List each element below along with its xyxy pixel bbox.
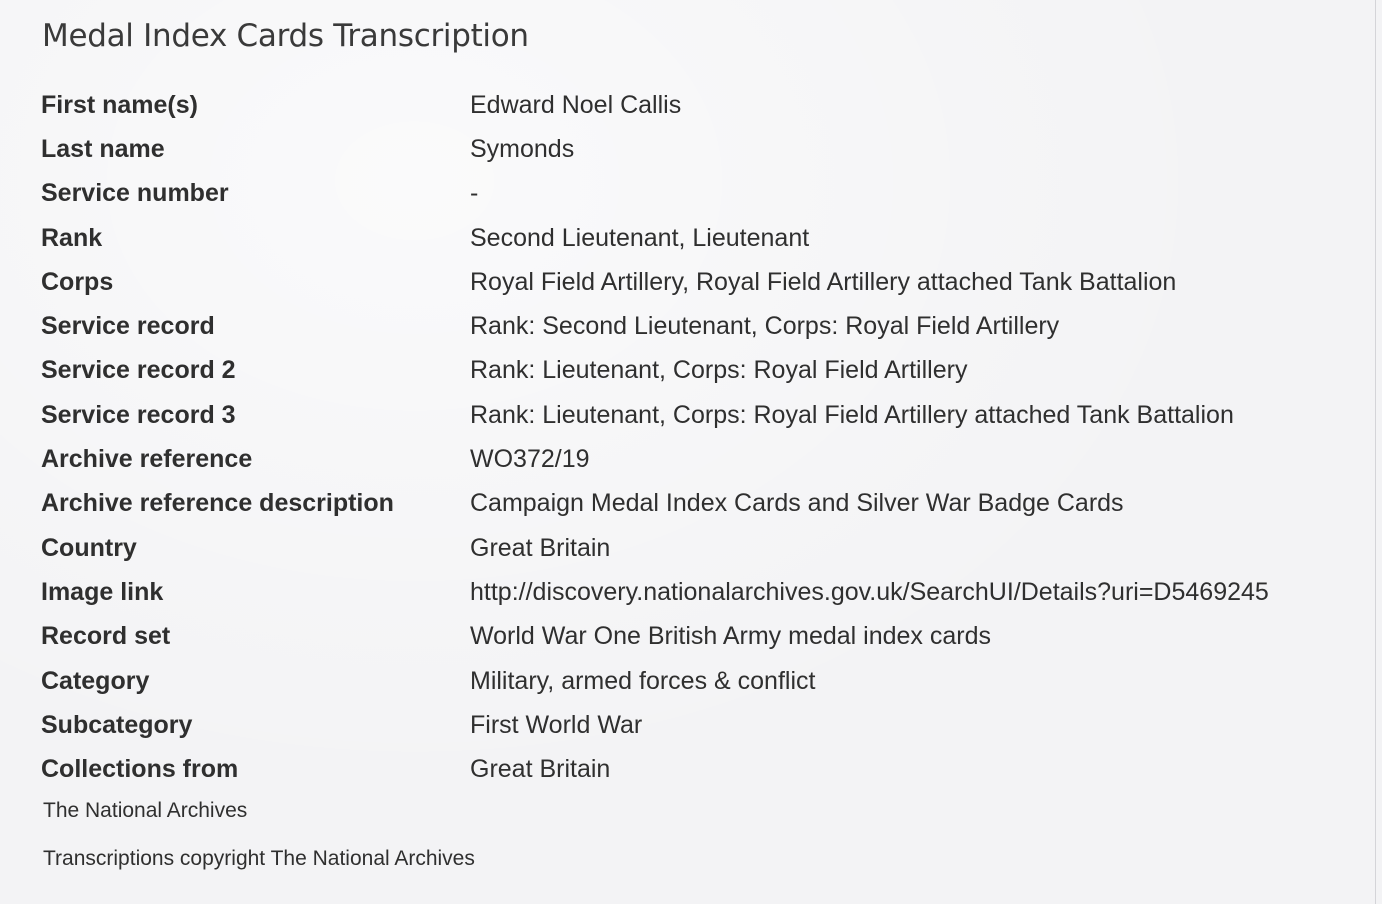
field-value: First World War [470, 710, 643, 739]
field-value: Rank: Second Lieutenant, Corps: Royal Field Artillery [470, 312, 1060, 341]
transcription-fields [41, 83, 1361, 792]
field-label: Country [41, 533, 137, 562]
field-label: Last name [41, 134, 165, 163]
field-value: Rank: Lieutenant, Corps: Royal Field Artillery [470, 356, 968, 385]
field-value: - [470, 179, 479, 208]
scan-edge-divider [1375, 0, 1376, 904]
field-value: Military, armed forces & conflict [470, 666, 816, 695]
field-value: WO372/19 [470, 445, 590, 474]
page-title: Medal Index Cards Transcription [42, 18, 529, 54]
field-row-corps [41, 260, 1361, 304]
field-row-archive-reference-description [41, 482, 1361, 526]
field-label: Image link [41, 577, 164, 606]
field-row-image-link [41, 570, 1361, 614]
field-value: Royal Field Artillery, Royal Field Artillery attached Tank Battalion [470, 267, 1177, 296]
field-row-archive-reference [41, 437, 1361, 481]
field-label: Service record [41, 312, 215, 341]
field-row-rank [41, 216, 1361, 260]
field-row-record-set [41, 615, 1361, 659]
field-value: Great Britain [470, 755, 611, 784]
field-row-subcategory [41, 703, 1361, 747]
field-value: Second Lieutenant, Lieutenant [470, 223, 810, 252]
field-value: Great Britain [470, 533, 611, 562]
field-label: Subcategory [41, 710, 193, 739]
footer-source: The National Archives [43, 799, 248, 822]
field-row-service-record [41, 304, 1361, 348]
field-row-last-name [41, 127, 1361, 171]
field-label: Archive reference description [41, 489, 394, 518]
field-row-first-names [41, 83, 1361, 127]
field-label: Service number [41, 179, 229, 208]
field-row-country [41, 526, 1361, 570]
field-label: Record set [41, 622, 171, 651]
field-row-service-record-2 [41, 349, 1361, 393]
field-label: Corps [41, 267, 114, 296]
field-row-service-number [41, 172, 1361, 216]
field-label: Service record 2 [41, 356, 236, 385]
field-label: Collections from [41, 755, 239, 784]
field-row-category [41, 659, 1361, 703]
field-value: Campaign Medal Index Cards and Silver War Badge Cards [470, 489, 1124, 518]
footer-copyright: Transcriptions copyright The National Archives [43, 847, 475, 870]
field-label: Category [41, 666, 150, 695]
field-value: World War One British Army medal index cards [470, 622, 991, 651]
field-value: Edward Noel Callis [470, 90, 682, 119]
field-label: Rank [41, 223, 103, 252]
field-label: Service record 3 [41, 400, 236, 429]
image-link-text: http://discovery.nationalarchives.gov.uk/SearchUI/Details?uri=D5469245 [470, 577, 1269, 606]
field-label: First name(s) [41, 90, 198, 119]
field-value: Rank: Lieutenant, Corps: Royal Field Artillery attached Tank Battalion [470, 400, 1234, 429]
field-value: Symonds [470, 134, 575, 163]
field-label: Archive reference [41, 445, 253, 474]
field-row-service-record-3 [41, 393, 1361, 437]
field-row-collections-from [41, 747, 1361, 791]
